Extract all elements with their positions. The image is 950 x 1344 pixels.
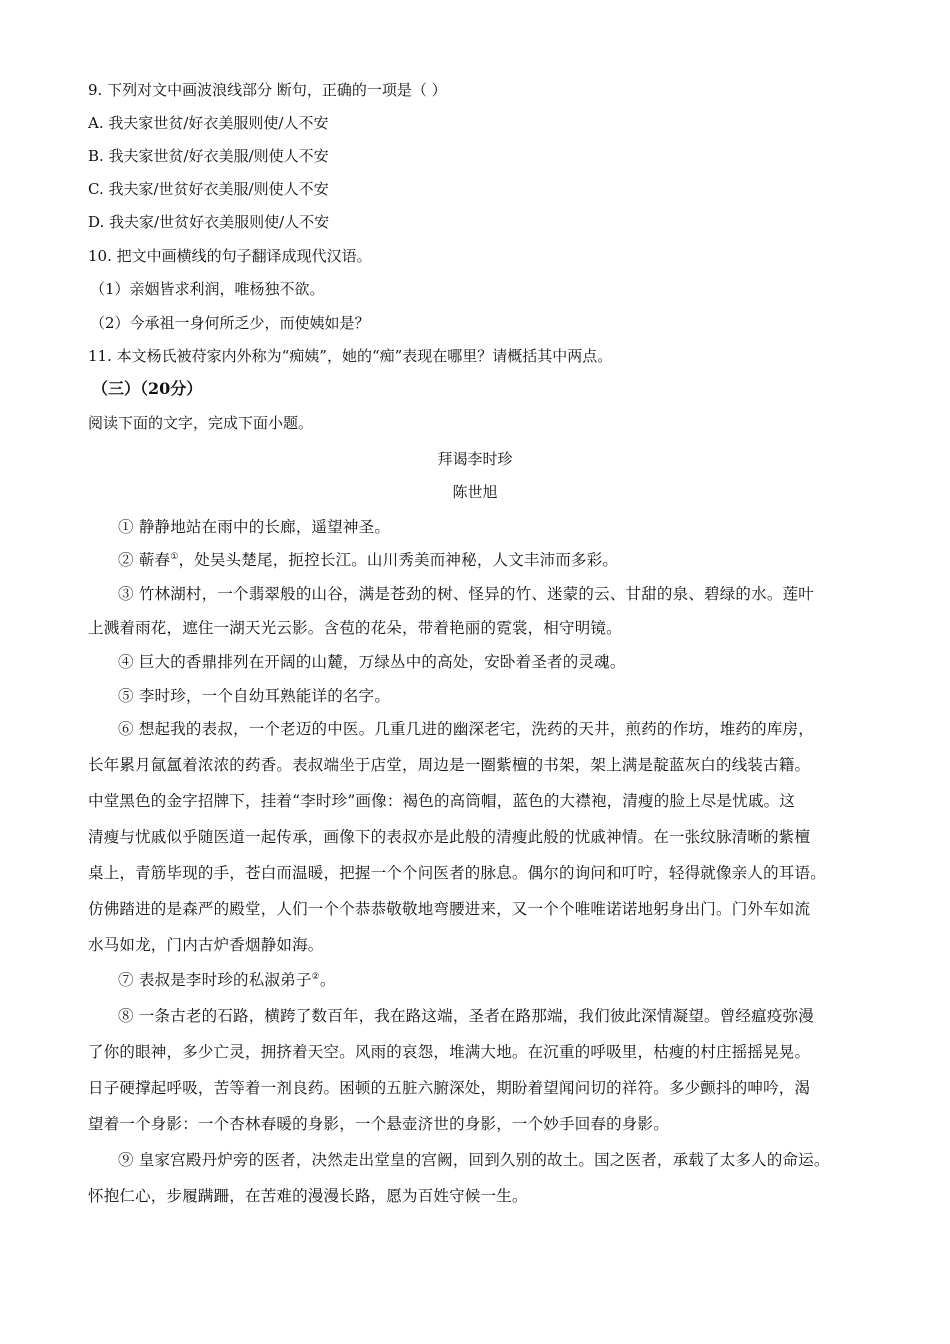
q10-stem: 10. 把文中画横线的句子翻译成现代汉语。 xyxy=(88,247,372,265)
paragraph-2-text-b: ，处吴头楚尾，扼控长江。山川秀美而神秘，人文丰沛而多彩。 xyxy=(178,551,619,569)
q11-stem: 11. 本文杨氏被苻家内外称为“痴姨”，她的“痴”表现在哪里？请概括其中两点。 xyxy=(88,347,613,365)
section-instruction: 阅读下面的文字，完成下面小题。 xyxy=(88,414,314,432)
paragraph-1: ① 静静地站在雨中的长廊，遥望神圣。 xyxy=(118,518,391,536)
q9-stem: 9. 下列对文中画波浪线部分 断句，正确的一项是（ ） xyxy=(88,81,447,99)
q10-item-1: （1）亲姻皆求利润，唯杨独不欲。 xyxy=(90,280,325,298)
paragraph-9-line-2: 怀抱仁心，步履蹒跚，在苦难的漫漫长路，愿为百姓守候一生。 xyxy=(88,1187,528,1205)
paragraph-6-line-3: 中堂黑色的金字招牌下，挂着“李时珍”画像：褐色的高筒帽，蓝色的大襟袍，清瘦的脸上尽是忧戚。这 xyxy=(88,792,796,810)
paragraph-6-line-6: 仿佛踏进的是森严的殿堂，人们一个个恭恭敬敬地弯腰进来，又一个个唯唯诺诺地躬身出门。门外车如流 xyxy=(88,900,811,918)
paragraph-7-text-a: ⑦ 表叔是李时珍的私淑弟子 xyxy=(118,971,312,989)
paragraph-3-line-1: ③ 竹林湖村，一个翡翠般的山谷，满是苍劲的树、怪异的竹、迷蒙的云、甘甜的泉、碧绿的水。莲叶 xyxy=(118,585,814,603)
q9-option-c: C. 我夫家/世贫好衣美服/则使人不安 xyxy=(88,180,329,198)
paragraph-9-line-1: ⑨ 皇家宫殿丹炉旁的医者，决然走出堂皇的宫阙，回到久别的故土。国之医者，承载了太多人的命运。 xyxy=(118,1151,830,1169)
paragraph-2 xyxy=(118,550,618,570)
paragraph-4: ④ 巨大的香鼎排列在开阔的山麓，万绿丛中的高处，安卧着圣者的灵魂。 xyxy=(118,653,626,671)
section-heading: （三）（20分） xyxy=(92,379,203,398)
paragraph-6-line-5: 桌上，青筋毕现的手，苍白而温暖，把握一个个问医者的脉息。偶尔的询问和叮咛，轻得就像亲人的耳语。 xyxy=(88,864,826,882)
q9-option-a: A. 我夫家世贫/好衣美服则使/人不安 xyxy=(88,114,329,132)
paragraph-6-line-4: 清瘦与忧戚似乎随医道一起传承，画像下的表叔亦是此般的清瘦此般的忧戚神情。在一张纹脉清晰的紫檀 xyxy=(88,828,811,846)
paragraph-8-line-1: ⑧ 一条古老的石路，横跨了数百年，我在路这端，圣者在路那端，我们彼此深情凝望。曾经瘟疫弥漫 xyxy=(118,1007,814,1025)
paragraph-8-line-3: 日子硬撑起呼吸，苦等着一剂良药。困顿的五脏六腑深处，期盼着望闻问切的祥符。多少颤抖的呻吟，渴 xyxy=(88,1079,811,1097)
paragraph-2-text-a: ② 蕲春 xyxy=(118,551,171,569)
paragraph-6-line-7: 水马如龙，门内古炉香烟静如海。 xyxy=(88,936,324,954)
paragraph-5: ⑤ 李时珍，一个自幼耳熟能详的名字。 xyxy=(118,687,391,705)
paragraph-7-text-b: 。 xyxy=(319,971,336,989)
paragraph-8-line-4: 望着一个身影：一个杏林春暖的身影，一个悬壶济世的身影，一个妙手回春的身影。 xyxy=(88,1115,669,1133)
passage-author: 陈世旭 xyxy=(452,483,498,501)
footnote-marker-1: ① xyxy=(170,551,179,562)
paragraph-7 xyxy=(118,970,336,990)
footnote-marker-2: ② xyxy=(311,971,320,982)
paragraph-3-line-2: 上溅着雨花，遮住一湖天光云影。含苞的花朵，带着艳丽的霓裳，相守明镜。 xyxy=(88,619,622,637)
paragraph-6-line-1: ⑥ 想起我的表叔，一个老迈的中医。几重几进的幽深老宅，洗药的天井，煎药的作坊，堆药的库房， xyxy=(118,720,814,738)
q9-option-d: D. 我夫家/世贫好衣美服则使/人不安 xyxy=(88,213,330,231)
passage-title: 拜谒李时珍 xyxy=(437,450,513,468)
paragraph-8-line-2: 了你的眼神，多少亡灵，拥挤着天空。风雨的哀怨，堆满大地。在沉重的呼吸里，枯瘦的村庄摇摇晃晃。 xyxy=(88,1043,811,1061)
q9-option-b: B. 我夫家世贫/好衣美服/则使人不安 xyxy=(88,147,329,165)
paragraph-6-line-2: 长年累月氤氲着浓浓的药香。表叔端坐于店堂，周边是一圈紫檀的书架，架上满是靛蓝灰白的线装古籍。 xyxy=(88,756,811,774)
q10-item-2: （2）今承祖一身何所乏少，而使姨如是？ xyxy=(90,314,370,332)
